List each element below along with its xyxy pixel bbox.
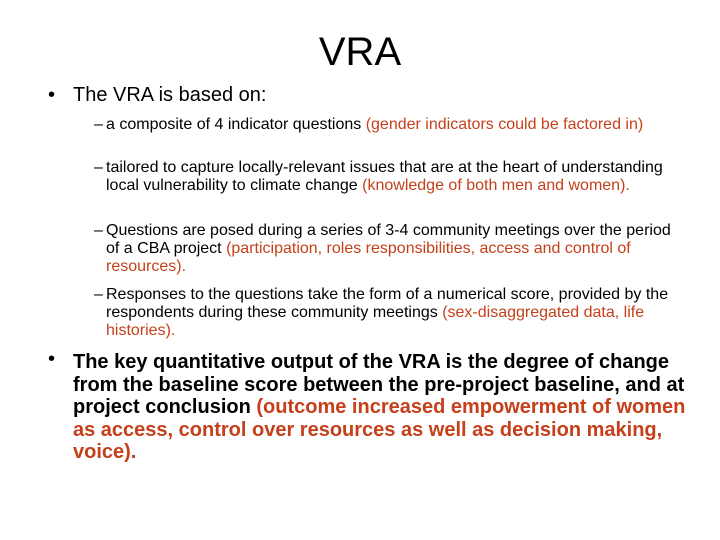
sub-item-3-marker: –: [94, 222, 103, 239]
bullet-1-text: The VRA is based on:: [73, 84, 267, 106]
sub-item-2-marker: –: [94, 159, 103, 176]
sub-item-2-main: tailored to capture locally-relevant issues that are at the heart of understanding local vulnerability to climate change: [106, 159, 663, 195]
sub-item-2-text: [106, 159, 686, 195]
sub-item-3-text: [106, 222, 686, 277]
sub-item-1-text: [106, 116, 686, 134]
sub-item-3-main: Questions are posed during a series of 3-4 community meetings over the period of a CBA project: [106, 222, 671, 258]
bullet-2-text: [73, 351, 693, 464]
slide-title: VRA: [318, 30, 402, 74]
bullet-1-marker: •: [48, 84, 56, 106]
sub-item-1-marker: –: [94, 116, 103, 133]
sub-item-1-note: (gender indicators could be factored in): [365, 116, 644, 133]
sub-item-4-marker: –: [94, 286, 103, 303]
bullet-2-note: (outcome increased empowerment of women as access, control over resources as well as decision making, voice).: [73, 396, 686, 463]
sub-item-4-main: Responses to the questions take the form of a numerical score, provided by the respondents during these community meetings: [106, 286, 669, 322]
sub-item-3-note: (participation, roles responsibilities, access and control of resources).: [106, 240, 631, 276]
bullet-2-main: The key quantitative output of the VRA is the degree of change from the baseline score between the pre-project baseline, and at project conclusion: [73, 351, 685, 418]
sub-item-4-text: [106, 286, 686, 341]
sub-item-1-main: a composite of 4 indicator questions: [106, 116, 366, 133]
bullet-2-marker: •: [48, 348, 56, 370]
sub-item-2-note: (knowledge of both men and women).: [362, 177, 630, 195]
sub-item-4-note: (sex-disaggregated data, life histories).: [106, 304, 645, 340]
